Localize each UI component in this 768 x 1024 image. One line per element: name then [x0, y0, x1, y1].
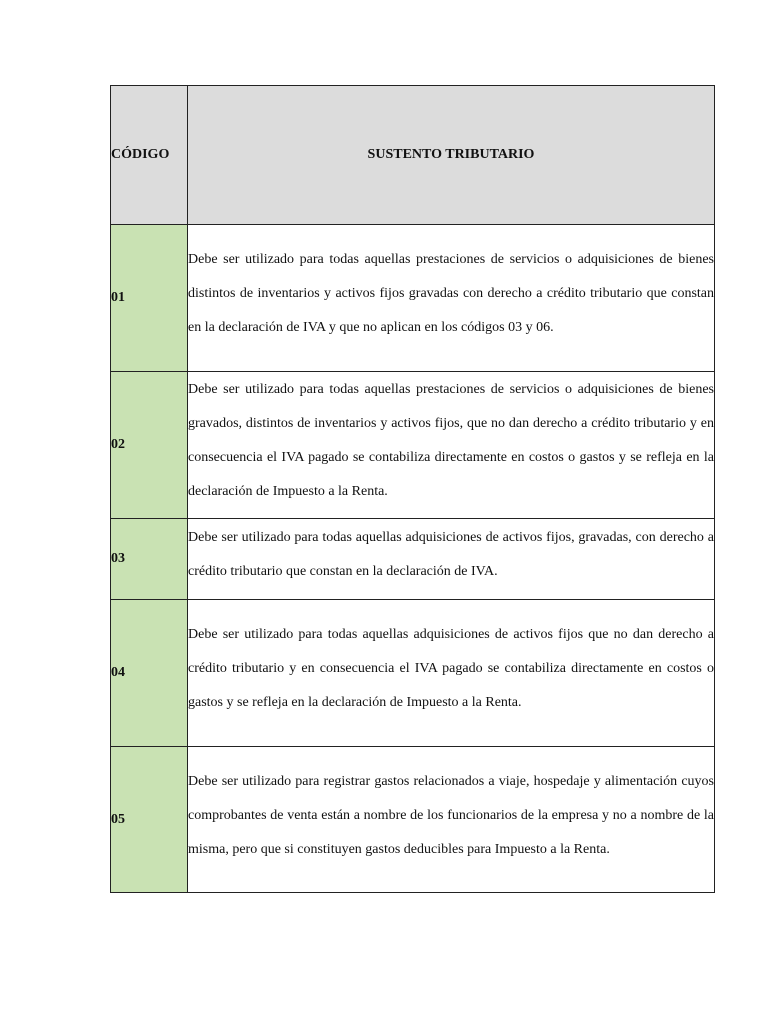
code-cell: 05 — [111, 747, 188, 893]
description-text: Debe ser utilizado para todas aquellas prestaciones de servicios o adquisiciones de bienes gravados, distintos de inventarios y activos fijos, que no dan derecho a crédito tributario y en consecuencia el IVA pagado se contabiliza directamente en costos o gastos y se refleja en la declaración de Impuesto a la Renta. — [188, 382, 714, 499]
code-cell: 03 — [111, 519, 188, 600]
table-row — [111, 747, 715, 893]
column-header-description: SUSTENTO TRIBUTARIO — [188, 86, 715, 225]
description-text: Debe ser utilizado para todas aquellas prestaciones de servicios o adquisiciones de bienes distintos de inventarios y activos fijos gravadas con derecho a crédito tributario que constan en la declaración de IVA y que no aplican en los códigos 03 y 06. — [188, 252, 714, 335]
code-cell: 02 — [111, 372, 188, 519]
table-row — [111, 372, 715, 519]
description-cell — [188, 372, 715, 519]
table-row — [111, 600, 715, 747]
description-cell — [188, 747, 715, 893]
table-row — [111, 519, 715, 600]
column-header-code: CÓDIGO — [111, 86, 188, 225]
code-cell: 04 — [111, 600, 188, 747]
description-text: Debe ser utilizado para todas aquellas adquisiciones de activos fijos que no dan derecho a crédito tributario y en consecuencia el IVA pagado se contabiliza directamente en costos o gastos y se refleja en la declaración de Impuesto a la Renta. — [188, 627, 714, 710]
description-cell — [188, 600, 715, 747]
table-row — [111, 225, 715, 372]
description-cell — [188, 225, 715, 372]
table-header-row — [111, 86, 715, 225]
description-text: Debe ser utilizado para todas aquellas adquisiciones de activos fijos, gravadas, con derecho a crédito tributario que constan en la declaración de IVA. — [188, 530, 714, 579]
code-cell: 01 — [111, 225, 188, 372]
description-text: Debe ser utilizado para registrar gastos relacionados a viaje, hospedaje y alimentación cuyos comprobantes de venta están a nombre de los funcionarios de la empresa y no a nombre de la misma, pero que si constituyen gastos deducibles para Impuesto a la Renta. — [188, 773, 714, 857]
tax-support-table — [110, 85, 715, 893]
description-cell — [188, 519, 715, 600]
